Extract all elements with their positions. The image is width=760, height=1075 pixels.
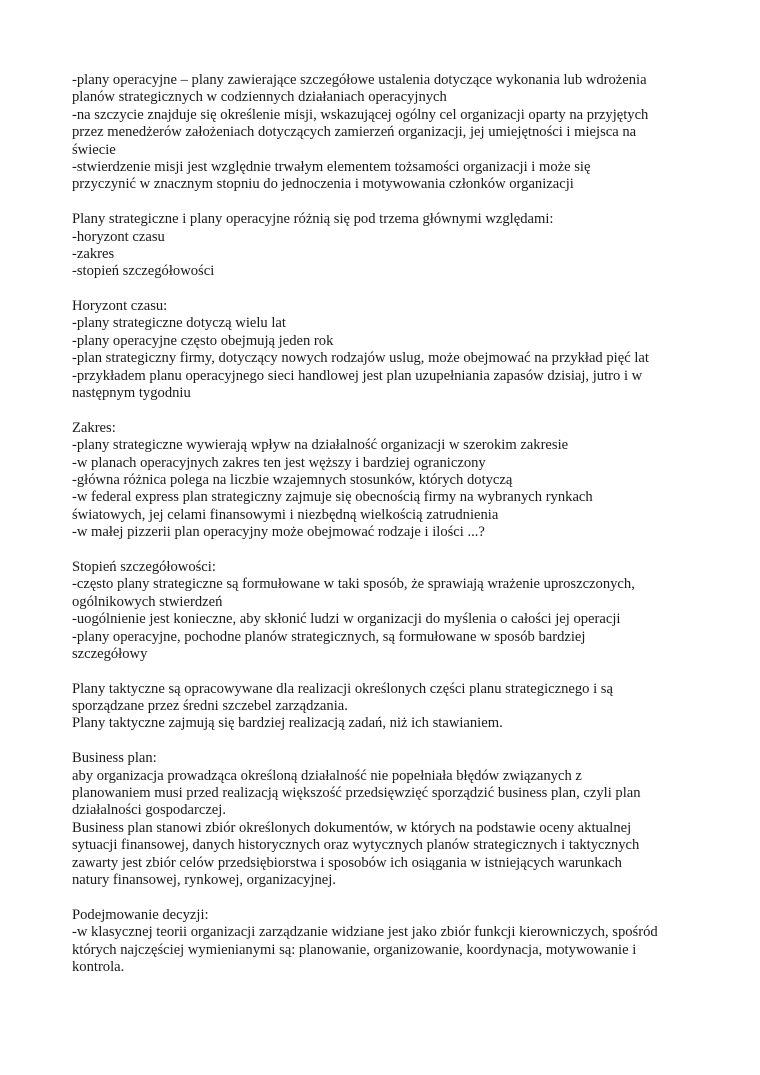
text-line: -w małej pizzerii plan operacyjny może obejmować rodzaje i ilości ...? bbox=[72, 524, 485, 541]
text-line: -często plany strategiczne są formułowane w taki sposób, że sprawiają wrażenie uproszczonych, bbox=[72, 576, 635, 593]
text-line: aby organizacja prowadząca określoną działalność nie popełniała błędów związanych z bbox=[72, 767, 582, 784]
paragraph-gap bbox=[72, 663, 752, 680]
paragraph-gap bbox=[72, 733, 752, 750]
text-line: przyczynić w znacznym stopniu do jednoczenia i motywowania członków organizacji bbox=[72, 176, 574, 193]
text-line: następnym tygodniu bbox=[72, 385, 191, 402]
text-line: planów strategicznych w codziennych działaniach operacyjnych bbox=[72, 89, 447, 106]
text-line: Horyzont czasu: bbox=[72, 298, 168, 315]
text-line: Business plan stanowi zbiór określonych dokumentów, w których na podstawie oceny aktualnej bbox=[72, 819, 632, 836]
text-line: -uogólnienie jest konieczne, aby skłonić ludzi w organizacji do myślenia o całości jej operacji bbox=[72, 611, 621, 628]
text-line: Business plan: bbox=[72, 750, 157, 767]
text-line: szczegółowy bbox=[72, 645, 148, 662]
text-line: Stopień szczegółowości: bbox=[72, 558, 216, 575]
text-line: -w federal express plan strategiczny zajmuje się obecnością firmy na wybranych rynkach bbox=[72, 489, 593, 506]
text-line: Plany taktyczne są opracowywane dla realizacji określonych części planu strategicznego i są bbox=[72, 680, 613, 697]
text-line: zawarty jest zbiór celów przedsiębiorstwa i sposobów ich osiągania w istniejących warunkach bbox=[72, 854, 622, 871]
text-line: Plany taktyczne zajmują się bardziej realizacją zadań, niż ich stawianiem. bbox=[72, 715, 503, 732]
text-line: kontrola. bbox=[72, 958, 125, 975]
text-line: -stwierdzenie misji jest względnie trwałym elementem tożsamości organizacji i może się bbox=[72, 158, 591, 175]
paragraph-gap bbox=[72, 542, 752, 559]
text-line: -w klasycznej teorii organizacji zarządzanie widziane jest jako zbiór funkcji kierowniczych, spośród bbox=[72, 924, 658, 941]
text-line: sporządzane przez średni szczebel zarządzania. bbox=[72, 698, 348, 715]
text-line: sytuacji finansowej, danych historycznych oraz wytycznych planów strategicznych i taktycznych bbox=[72, 837, 640, 854]
text-line: -plan strategiczny firmy, dotyczący nowych rodzajów uslug, może obejmować na przykład pięć lat bbox=[72, 350, 649, 367]
paragraph-gap bbox=[72, 889, 752, 906]
text-line: -w planach operacyjnych zakres ten jest węższy i bardziej ograniczony bbox=[72, 454, 486, 471]
text-line: -zakres bbox=[72, 245, 115, 262]
text-line: Podejmowanie decyzji: bbox=[72, 906, 209, 923]
text-line: -na szczycie znajduje się określenie misji, wskazującej ogólny cel organizacji oparty na przyjętych bbox=[72, 106, 649, 123]
text-line: planowaniem musi przed realizacją większość przedsięwzięć sporządzić business plan, czyli plan bbox=[72, 785, 641, 802]
text-line: -plany strategiczne wywierają wpływ na działalność organizacji w szerokim zakresie bbox=[72, 437, 569, 454]
text-line: -plany operacyjne, pochodne planów strategicznych, są formułowane w sposób bardziej bbox=[72, 628, 586, 645]
text-line: Plany strategiczne i plany operacyjne różnią się pod trzema głównymi względami: bbox=[72, 211, 554, 228]
paragraph-gap bbox=[72, 402, 752, 419]
text-line: Zakres: bbox=[72, 419, 116, 436]
paragraph-gap bbox=[72, 194, 752, 211]
text-line: przez menedżerów założeniach dotyczących zamierzeń organizacji, jej umiejętności i miejsca na bbox=[72, 124, 637, 141]
text-line: których najczęściej wymienianymi są: planowanie, organizowanie, koordynacja, motywowanie i bbox=[72, 941, 637, 958]
text-line: świecie bbox=[72, 141, 116, 158]
text-line: -przykładem planu operacyjnego sieci handlowej jest plan uzupełniania zapasów dzisiaj, jutro i w bbox=[72, 367, 643, 384]
text-line: -plany operacyjne często obejmują jeden rok bbox=[72, 332, 334, 349]
paragraph-gap bbox=[72, 281, 752, 298]
text-line: -plany strategiczne dotyczą wielu lat bbox=[72, 315, 286, 332]
text-line: natury finansowej, rynkowej, organizacyjnej. bbox=[72, 871, 336, 888]
text-line: -główna różnica polega na liczbie wzajemnych stosunków, których dotyczą bbox=[72, 471, 513, 488]
text-line: światowych, jej celami finansowymi i niezbędną wielkością zatrudnienia bbox=[72, 506, 499, 523]
document-page bbox=[72, 72, 752, 976]
text-line: ogólnikowych stwierdzeń bbox=[72, 593, 223, 610]
text-line: -plany operacyjne – plany zawierające szczegółowe ustalenia dotyczące wykonania lub wdrożenia bbox=[72, 72, 647, 88]
text-line: -stopień szczegółowości bbox=[72, 263, 215, 280]
text-line: działalności gospodarczej. bbox=[72, 802, 226, 819]
text-line: -horyzont czasu bbox=[72, 228, 165, 245]
